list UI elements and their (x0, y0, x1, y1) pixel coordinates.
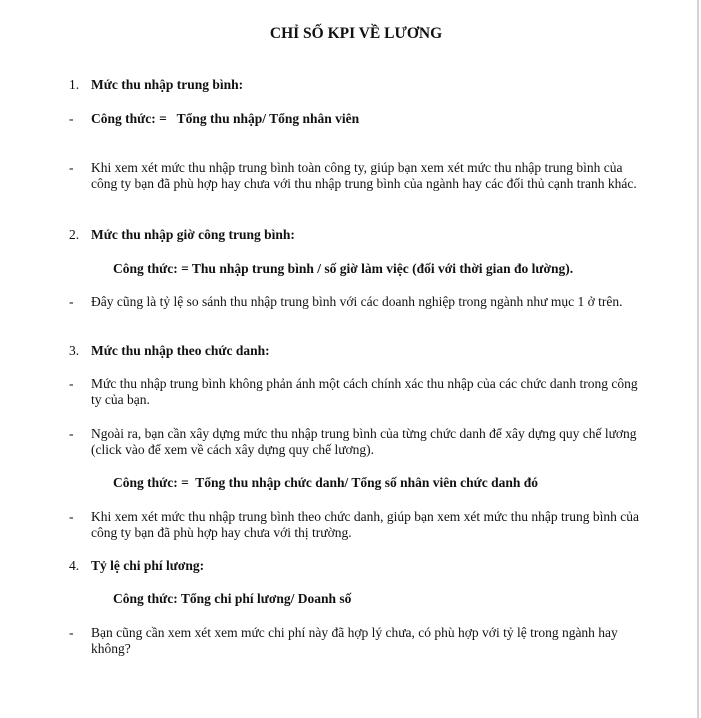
formula-text: Công thức: = Tổng thu nhập/ Tổng nhân viên (91, 111, 360, 126)
section-heading: Tỷ lệ chi phí lương: (91, 558, 205, 573)
dash-marker: - (69, 625, 74, 640)
section-heading: Mức thu nhập giờ công trung bình: (91, 227, 295, 242)
dash-marker: - (69, 160, 74, 175)
dash-marker: - (69, 376, 74, 391)
section-number: 2. (69, 227, 80, 242)
note-text: Mức thu nhập trung bình không phản ánh một cách chính xác thu nhập của các chức danh trong công ty của bạn. (91, 376, 638, 407)
note-text: Khi xem xét mức thu nhập trung bình toàn công ty, giúp bạn xem xét mức thu nhập trung bình của công ty bạn đã phù hợp hay chưa với thu nhập trung bình của ngành hay các đối thủ cạnh tranh khác. (91, 160, 637, 191)
page-edge-divider (697, 0, 699, 718)
formula-text: Công thức: Tổng chi phí lương/ Doanh số (113, 591, 352, 606)
section-number: 1. (69, 77, 80, 92)
formula-text: Công thức: = Thu nhập trung bình / số giờ làm việc (đối với thời gian đo lường). (113, 261, 574, 276)
note-text: Ngoài ra, bạn cần xây dựng mức thu nhập trung bình của từng chức danh để xây dựng quy chế lương (click vào để xem về cách xây dựng quy chế lương). (91, 426, 637, 457)
dash-marker: - (69, 426, 74, 441)
document-title: CHỈ SỐ KPI VỀ LƯƠNG (269, 25, 443, 42)
section-number: 3. (69, 343, 80, 358)
dash-marker: - (69, 294, 74, 309)
formula-text: Công thức: = Tổng thu nhập chức danh/ Tổng số nhân viên chức danh đó (113, 475, 539, 490)
dash-marker: - (69, 509, 74, 524)
dash-marker: - (69, 111, 74, 126)
section-heading: Mức thu nhập trung bình: (91, 77, 244, 92)
section-number: 4. (69, 558, 80, 573)
note-text: Khi xem xét mức thu nhập trung bình theo chức danh, giúp bạn xem xét mức thu nhập trung bình của công ty bạn đã phù hợp hay chưa với thị trường. (91, 509, 639, 540)
section-heading: Mức thu nhập theo chức danh: (91, 343, 270, 358)
note-text: Bạn cũng cần xem xét xem mức chi phí này đã hợp lý chưa, có phù hợp với tỷ lệ trong ngành hay không? (91, 625, 618, 656)
note-text: Đây cũng là tỷ lệ so sánh thu nhập trung bình với các doanh nghiệp trong ngành như mục 1 ở trên. (91, 294, 623, 309)
